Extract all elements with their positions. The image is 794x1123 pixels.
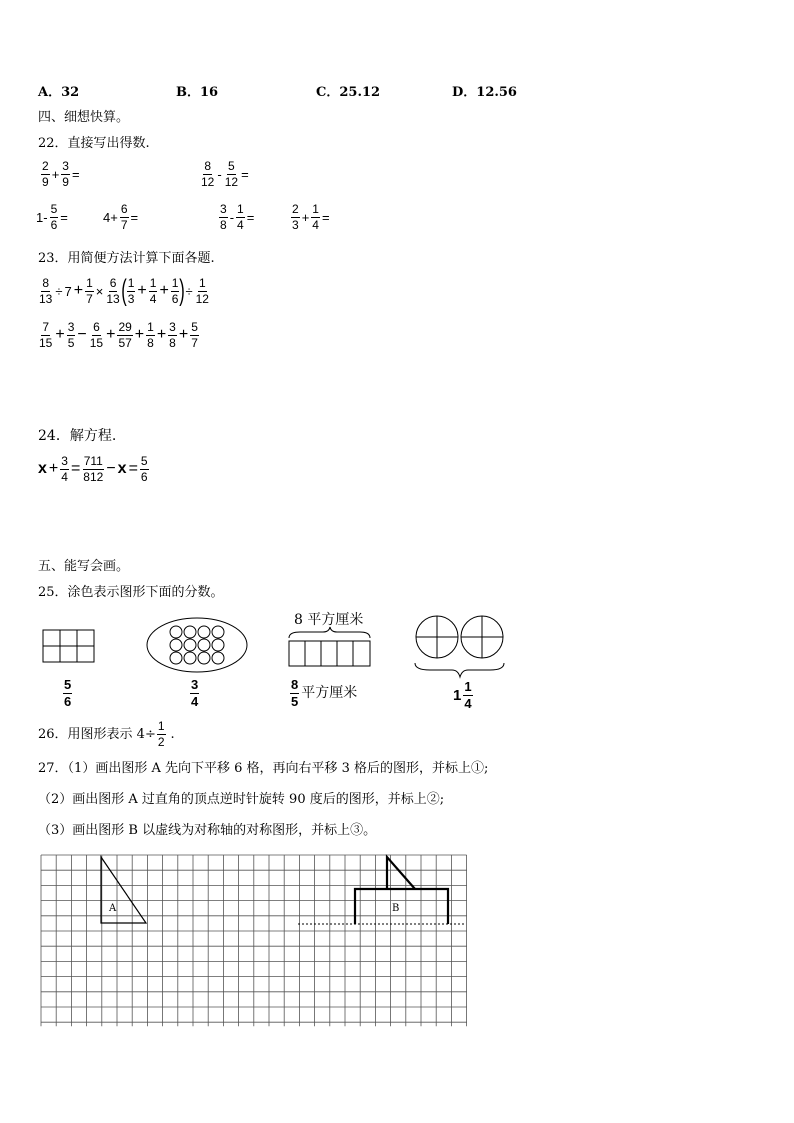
period: . xyxy=(170,726,175,742)
caption-fraction-3 xyxy=(289,678,357,708)
operator: + xyxy=(55,326,65,344)
whole-part: 4+ xyxy=(103,209,118,225)
denominator: 7 xyxy=(86,291,93,306)
numerator: 5 xyxy=(228,159,235,173)
numerator: 1 xyxy=(464,679,472,694)
operator: - xyxy=(229,209,235,225)
numerator: 1 xyxy=(127,275,135,290)
figure-a-triangle xyxy=(101,857,146,923)
denominator: 15 xyxy=(89,335,104,350)
operator: − xyxy=(77,326,87,344)
rect-grid-figure xyxy=(43,630,94,662)
denominator: 812 xyxy=(83,469,104,484)
denominator: 12 xyxy=(201,174,215,189)
denominator: 8 xyxy=(147,335,154,350)
numerator: 8 xyxy=(291,677,299,692)
numerator: 2 xyxy=(42,159,49,173)
variable: x xyxy=(117,460,127,478)
numerator: 8 xyxy=(42,275,50,290)
equals: = xyxy=(246,209,255,225)
numerator: 7 xyxy=(42,320,50,334)
numerator: 1 xyxy=(147,320,154,334)
drawing-grid xyxy=(41,855,467,1026)
denominator: 12 xyxy=(224,174,239,189)
operator: + xyxy=(178,326,189,344)
q23-title: 23．用简便方法计算下面各题. xyxy=(38,251,215,266)
numerator: 6 xyxy=(109,275,117,290)
q27-part-1: 27．（1）画出图形 A 先向下平移 6 格，再向右平移 3 格后的图形，并标上①; xyxy=(38,761,489,776)
denominator: 8 xyxy=(169,335,176,350)
numerator: 6 xyxy=(93,320,100,334)
two-circles-figure xyxy=(415,616,504,677)
denominator: 6 xyxy=(171,291,179,306)
strip-top-label: 8 平方厘米 xyxy=(294,612,364,628)
numerator: 5 xyxy=(50,202,58,216)
fraction xyxy=(190,678,199,708)
numerator: 5 xyxy=(140,454,148,468)
numerator: 3 xyxy=(220,202,227,216)
right-paren: ) xyxy=(179,274,186,307)
denominator: 5 xyxy=(291,693,299,709)
denominator: 6 xyxy=(140,469,148,484)
q24-title: 24．解方程. xyxy=(38,428,117,444)
caption-fraction-1 xyxy=(62,678,73,708)
q26-line xyxy=(38,720,175,748)
denominator: 12 xyxy=(195,291,209,306)
numerator: 711 xyxy=(83,454,103,468)
q25-title: 25．涂色表示图形下面的分数。 xyxy=(38,585,224,600)
whole-part: 1 xyxy=(453,686,462,704)
denominator: 6 xyxy=(50,217,58,232)
denominator: 9 xyxy=(42,174,49,189)
denominator: 4 xyxy=(237,217,244,232)
operator: ÷ xyxy=(55,283,63,299)
fraction xyxy=(290,678,299,708)
denominator: 4 xyxy=(191,693,199,709)
numerator: 1 xyxy=(86,275,93,290)
q26-title: 26．用图形表示 4÷ xyxy=(38,726,156,742)
figure-b-label: B xyxy=(392,903,400,914)
denominator: 4 xyxy=(312,217,319,232)
denominator: 8 xyxy=(220,217,227,232)
equals: = xyxy=(130,209,139,225)
numerator: 1 xyxy=(149,275,157,290)
denominator: 13 xyxy=(39,291,53,306)
numerator: 1 xyxy=(171,275,179,290)
unit-label: 平方厘米 xyxy=(301,685,358,702)
operator: ÷ xyxy=(185,283,193,299)
denominator: 3 xyxy=(292,217,299,232)
operator: + xyxy=(48,460,59,478)
whole-part: 1- xyxy=(36,209,48,225)
denominator: 6 xyxy=(64,693,72,709)
q27-part-3: （3）画出图形 B 以虚线为对称轴的对称图形，并标上③。 xyxy=(38,823,377,838)
fraction xyxy=(63,678,72,708)
numerator: 2 xyxy=(292,202,299,216)
numerator: 5 xyxy=(64,677,72,692)
strip-figure xyxy=(289,627,370,666)
equals: = xyxy=(128,460,138,478)
caption-fraction-4 xyxy=(452,680,474,710)
numerator: 3 xyxy=(67,320,75,334)
section-5-heading: 五、能写会画。 xyxy=(38,559,130,574)
numerator: 1 xyxy=(237,202,244,216)
equals: = xyxy=(60,209,68,225)
operator: + xyxy=(73,282,84,299)
denominator: 5 xyxy=(67,335,75,350)
q22-title: 22．直接写出得数. xyxy=(38,136,150,151)
numerator: 3 xyxy=(169,320,176,334)
number: 7 xyxy=(64,283,72,299)
numerator: 3 xyxy=(191,677,199,692)
operator: + xyxy=(156,326,167,344)
numerator: 1 xyxy=(157,719,165,733)
numerator: 1 xyxy=(312,202,319,216)
operator: + xyxy=(106,326,116,344)
numerator: 1 xyxy=(198,275,206,290)
ellipse-circles-figure xyxy=(147,618,247,672)
fraction xyxy=(157,720,166,748)
numerator: 5 xyxy=(191,320,198,334)
left-paren: ( xyxy=(120,274,127,307)
figure-b-shape xyxy=(355,889,448,924)
operator: − xyxy=(106,460,116,478)
numerator: 8 xyxy=(204,159,212,173)
section-4-heading: 四、细想快算。 xyxy=(38,110,130,125)
option-c: C．25.12 xyxy=(316,85,381,100)
denominator: 57 xyxy=(118,335,132,350)
q27-part-2: （2）画出图形 A 过直角的顶点逆时针旋转 90 度后的图形，并标上②; xyxy=(38,792,445,807)
numerator: 3 xyxy=(61,454,68,468)
denominator: 2 xyxy=(157,734,165,749)
denominator: 15 xyxy=(39,335,53,350)
variable: x xyxy=(38,460,47,478)
fraction xyxy=(463,680,472,710)
denominator: 4 xyxy=(61,469,68,484)
denominator: 13 xyxy=(106,291,120,306)
equals: = xyxy=(70,460,81,478)
equals: = xyxy=(241,166,249,182)
denominator: 7 xyxy=(120,217,128,232)
operator: + xyxy=(137,282,147,299)
figure-b-flag xyxy=(387,857,415,889)
denominator: 7 xyxy=(191,335,198,350)
operator: + xyxy=(159,282,169,299)
figure-a-label: A xyxy=(109,903,117,914)
equals: = xyxy=(71,166,80,182)
operator: + xyxy=(134,326,145,344)
denominator: 9 xyxy=(62,174,69,189)
numerator: 3 xyxy=(62,159,69,173)
denominator: 4 xyxy=(149,291,157,306)
operator: + xyxy=(51,166,60,182)
numerator: 29 xyxy=(118,320,132,334)
denominator: 3 xyxy=(127,291,135,306)
numerator: 6 xyxy=(120,202,128,216)
option-d: D．12.56 xyxy=(452,85,517,100)
equals: = xyxy=(321,209,330,225)
operator: + xyxy=(301,209,310,225)
option-b: B．16 xyxy=(176,85,219,100)
caption-fraction-2 xyxy=(189,678,200,708)
operator: - xyxy=(217,166,222,182)
operator: × xyxy=(95,283,104,299)
option-a: A．32 xyxy=(38,85,80,100)
denominator: 4 xyxy=(464,695,472,711)
